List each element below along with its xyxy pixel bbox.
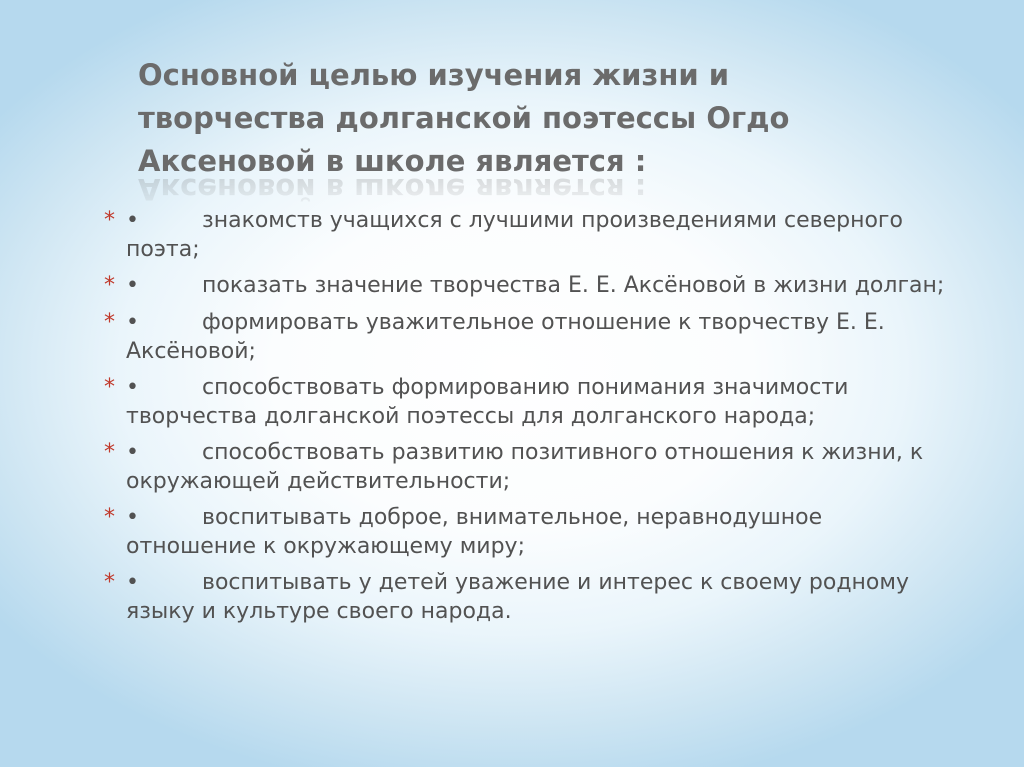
inner-bullet: • bbox=[126, 570, 139, 595]
list-item-text bbox=[126, 206, 954, 264]
list-item bbox=[104, 568, 954, 626]
list-item-text bbox=[126, 503, 954, 561]
inner-bullet: • bbox=[126, 440, 139, 465]
list-item-label: знакомств учащихся с лучшими произведениями северного поэта; bbox=[126, 208, 903, 262]
list-item-text bbox=[126, 568, 954, 626]
list-item bbox=[104, 271, 954, 301]
list-item-text bbox=[126, 308, 954, 366]
list-item-label: воспитывать доброе, внимательное, неравнодушное отношение к окружающему миру; bbox=[126, 505, 823, 559]
list-item-label: способствовать формированию понимания значимости творчества долганской поэтессы для долганского народа; bbox=[126, 375, 849, 429]
list-item-label: воспитывать у детей уважение и интерес к своему родному языку и культуре своего народа. bbox=[126, 570, 909, 624]
inner-bullet: • bbox=[126, 310, 139, 335]
list-item-label: показать значение творчества Е. Е. Аксёновой в жизни долган; bbox=[202, 273, 945, 298]
inner-bullet: • bbox=[126, 273, 139, 298]
asterisk-bullet-icon: * bbox=[104, 273, 115, 298]
inner-bullet: • bbox=[126, 208, 139, 233]
list-item-label: способствовать развитию позитивного отношения к жизни, к окружающей действительности; bbox=[126, 440, 924, 494]
inner-bullet: • bbox=[126, 375, 139, 400]
asterisk-bullet-icon: * bbox=[104, 208, 115, 233]
asterisk-bullet-icon: * bbox=[104, 440, 115, 465]
list-item bbox=[104, 206, 954, 264]
asterisk-bullet-icon: * bbox=[104, 310, 115, 335]
list-item bbox=[104, 438, 954, 496]
list-item-text bbox=[126, 373, 954, 431]
list-item bbox=[104, 308, 954, 366]
list-item bbox=[104, 503, 954, 561]
list-item-text bbox=[126, 271, 954, 300]
title-line-2: творчества долганской поэтессы Огдо bbox=[138, 101, 790, 135]
list-item-label: формировать уважительное отношение к творчеству Е. Е. Аксёновой; bbox=[126, 310, 885, 364]
goals-list bbox=[104, 206, 954, 633]
inner-bullet: • bbox=[126, 505, 139, 530]
list-item bbox=[104, 373, 954, 431]
title-line-1: Основной целью изучения жизни и bbox=[138, 58, 730, 92]
asterisk-bullet-icon: * bbox=[104, 375, 115, 400]
asterisk-bullet-icon: * bbox=[104, 570, 115, 595]
title-line-3: Аксеновой в школе является : bbox=[138, 144, 647, 178]
list-item-text bbox=[126, 438, 954, 496]
asterisk-bullet-icon: * bbox=[104, 505, 115, 530]
slide-title bbox=[138, 54, 898, 183]
